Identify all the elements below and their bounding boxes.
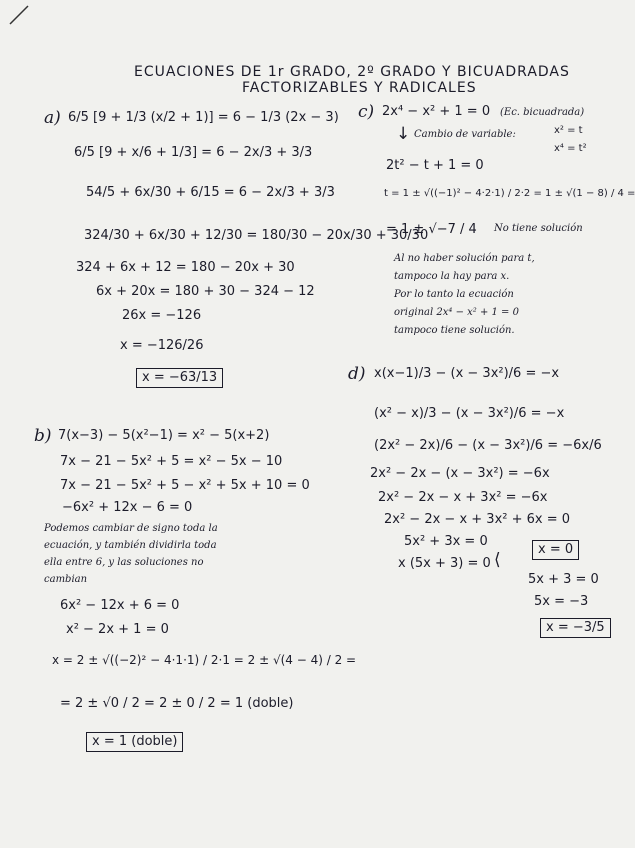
section-a-line: 324/30 + 6x/30 + 12/30 = 180/30 − 20x/30 + 30/30	[84, 228, 429, 243]
corner-pen-mark	[8, 4, 32, 28]
down-arrow-icon: ↓	[396, 124, 411, 144]
section-c-sub: x⁴ = t²	[554, 143, 587, 154]
section-a-line: 6/5 [9 + 1/3 (x/2 + 1)] = 6 − 1/3 (2x − 3)	[68, 110, 339, 125]
section-d-branch-line: 5x = −3	[534, 594, 589, 609]
section-b-note: ella entre 6, y las soluciones no	[44, 557, 204, 568]
section-b-result: x = 1 (doble)	[86, 732, 183, 752]
section-b-line: x² − 2x + 1 = 0	[66, 622, 169, 637]
section-d-line: (x² − x)/3 − (x − 3x²)/6 = −x	[374, 406, 565, 421]
section-d-result-1: x = 0	[532, 540, 579, 560]
section-d-line: 2x² − 2x − x + 3x² = −6x	[378, 490, 548, 505]
section-b-line: 7x − 21 − 5x² + 5 = x² − 5x − 10	[60, 454, 283, 469]
section-d-label: d)	[348, 364, 366, 384]
title-line-2: FACTORIZABLES Y RADICALES	[242, 80, 477, 96]
section-a-line: 54/5 + 6x/30 + 6/15 = 6 − 2x/3 + 3/3	[86, 185, 335, 200]
section-d-line: (2x² − 2x)/6 − (x − 3x²)/6 = −6x/6	[374, 438, 602, 453]
section-c-line: = 1 ± √−7 / 4	[386, 222, 477, 237]
section-c-note: Por lo tanto la ecuación	[394, 289, 514, 300]
section-c-label: c)	[358, 102, 375, 122]
section-b-line: 7x − 21 − 5x² + 5 − x² + 5x + 10 = 0	[60, 478, 310, 493]
section-c-note: tampoco la hay para x.	[394, 271, 510, 282]
branch-arrow-icon: ⟨	[494, 550, 501, 570]
section-b-line: −6x² + 12x − 6 = 0	[62, 500, 193, 515]
section-c-sub: x² = t	[554, 125, 583, 136]
section-b-line: 7(x−3) − 5(x²−1) = x² − 5(x+2)	[58, 428, 270, 443]
section-a-line: 6x + 20x = 180 + 30 − 324 − 12	[96, 284, 315, 299]
section-b-note: ecuación, y también dividirla toda	[44, 540, 217, 551]
section-c-note: original 2x⁴ − x² + 1 = 0	[394, 307, 519, 318]
section-b-line: x = 2 ± √((−2)² − 4·1·1) / 2·1 = 2 ± √(4 − 4) / 2 =	[52, 653, 357, 667]
section-d-line: x (5x + 3) = 0	[398, 556, 491, 571]
section-d-line: 2x² − 2x − x + 3x² + 6x = 0	[384, 512, 571, 527]
section-c-equation: 2x⁴ − x² + 1 = 0	[382, 104, 491, 119]
section-c-line: 2t² − t + 1 = 0	[386, 158, 484, 173]
section-a-line: x = −126/26	[120, 338, 204, 353]
section-b-line: = 2 ± √0 / 2 = 2 ± 0 / 2 = 1 (doble)	[60, 696, 294, 711]
section-c-line: t = 1 ± √((−1)² − 4·2·1) / 2·2 = 1 ± √(1 − 8) / 4 =	[384, 188, 635, 199]
section-a-label: a)	[44, 108, 61, 128]
section-d-line: 2x² − 2x − (x − 3x²) = −6x	[370, 466, 550, 481]
section-b-label: b)	[34, 426, 52, 446]
section-c-tag: (Ec. bicuadrada)	[500, 107, 585, 118]
section-a-line: 324 + 6x + 12 = 180 − 20x + 30	[76, 260, 295, 275]
section-d-line: 5x² + 3x = 0	[404, 534, 488, 549]
section-d-branch-line: 5x + 3 = 0	[528, 572, 599, 587]
section-c-note: tampoco tiene solución.	[394, 325, 515, 336]
section-c-note: Al no haber solución para t,	[394, 253, 535, 264]
section-c-change-label: Cambio de variable:	[414, 129, 516, 140]
title-line-1: ECUACIONES DE 1r GRADO, 2º GRADO Y BICUADRADAS	[134, 64, 570, 80]
section-b-line: 6x² − 12x + 6 = 0	[60, 598, 180, 613]
section-b-note: cambian	[44, 574, 88, 585]
section-a-line: 26x = −126	[122, 308, 202, 323]
section-c-no-solution: No tiene solución	[494, 223, 583, 234]
section-a-line: 6/5 [9 + x/6 + 1/3] = 6 − 2x/3 + 3/3	[74, 145, 313, 160]
section-d-line: x(x−1)/3 − (x − 3x²)/6 = −x	[374, 366, 560, 381]
section-b-note: Podemos cambiar de signo toda la	[44, 523, 218, 534]
section-d-result-2: x = −3/5	[540, 618, 611, 638]
section-a-result: x = −63/13	[136, 368, 223, 388]
